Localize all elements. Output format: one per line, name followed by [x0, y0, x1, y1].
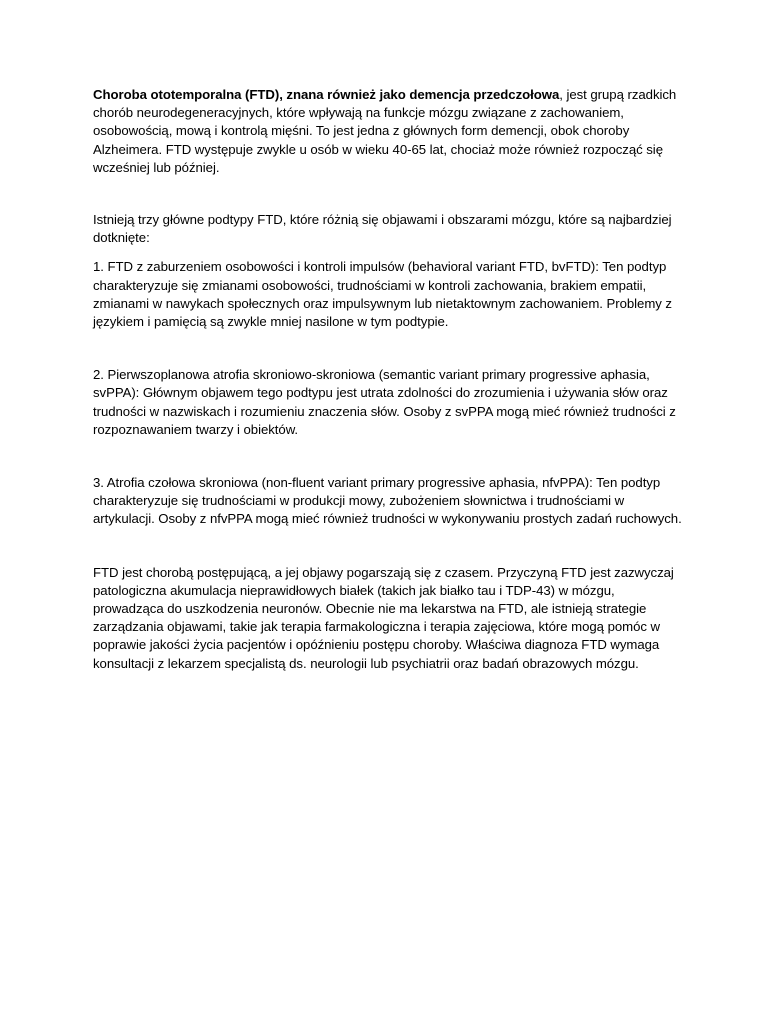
intro-rest-text: , jest grupą rzadkich chorób neurodegeneracyjnych, które wpływają na funkcje mózgu związane z zachowaniem, osobowością, mową i kontrolą mięśni. To jest jedna z głównych form demencji, obok choroby Alzheimera. FTD występuje zwykle u osób w wieku 40-65 lat, chociaż może również rozpocząć się wcześniej lub później.: [93, 87, 677, 175]
paragraph-spacer: [93, 439, 685, 474]
subtypes-intro-paragraph: Istnieją trzy główne podtypy FTD, które różnią się objawami i obszarami mózgu, które są najbardziej dotknięte:: [93, 212, 672, 246]
subtype-3-paragraph: 3. Atrofia czołowa skroniowa (non-fluent variant primary progressive aphasia, nfvPPA): Ten podtyp charakteryzuje się trudnościami w produkcji mowy, zubożeniem słownictwa i trudnościami w artykulacji. Osoby z nfvPPA mogą mieć również trudności w wykonywaniu prostych zadań ruchowych.: [93, 475, 682, 527]
paragraph-spacer: [93, 247, 685, 258]
intro-paragraph: [93, 86, 685, 177]
conclusion-paragraph: FTD jest chorobą postępującą, a jej objawy pogarszają się z czasem. Przyczyną FTD jest zazwyczaj patologiczna akumulacja nieprawidłowych białek (takich jak białko tau i TDP-43) w mózgu, prowadząca do uszkodzenia neuronów. Obecnie nie ma lekarstwa na FTD, ale istnieją strategie zarządzania objawami, takie jak terapia farmakologiczna i terapia zajęciowa, które mogą pomóc w poprawie jakości życia pacjentów i opóźnieniu postępu choroby. Właściwa diagnoza FTD wymaga konsultacji z lekarzem specjalistą ds. neurologii lub psychiatrii oraz badań obrazowych mózgu.: [93, 564, 674, 671]
subtype-2-paragraph: 2. Pierwszoplanowa atrofia skroniowo-skroniowa (semantic variant primary progressive aphasia, svPPA): Głównym objawem tego podtypu jest utrata zdolności do zrozumienia i używania słów oraz trudności w nazwiskach i rozumieniu znaczenia słów. Osoby z svPPA mogą mieć również trudności z rozpoznawaniem twarzy i obiektów.: [93, 367, 676, 437]
subtype-1-paragraph: 1. FTD z zaburzeniem osobowości i kontroli impulsów (behavioral variant FTD, bvFTD): Ten podtyp charakteryzuje się zmianami osobowości, trudnościami w kontroli zachowania, brakiem empatii, zmianami w nawykach społecznych oraz impulsywnym lub nietaktownym zachowaniem. Problemy z językiem i pamięcią są zwykle mniej nasilone w tym podtypie.: [93, 259, 672, 330]
intro-bold-text: Choroba ototemporalna (FTD), znana również jako demencja przedczołowa: [93, 87, 560, 102]
paragraph-spacer: [93, 529, 685, 564]
paragraph-spacer: [93, 177, 685, 211]
paragraph-spacer: [93, 331, 685, 366]
document-page: [93, 86, 685, 673]
